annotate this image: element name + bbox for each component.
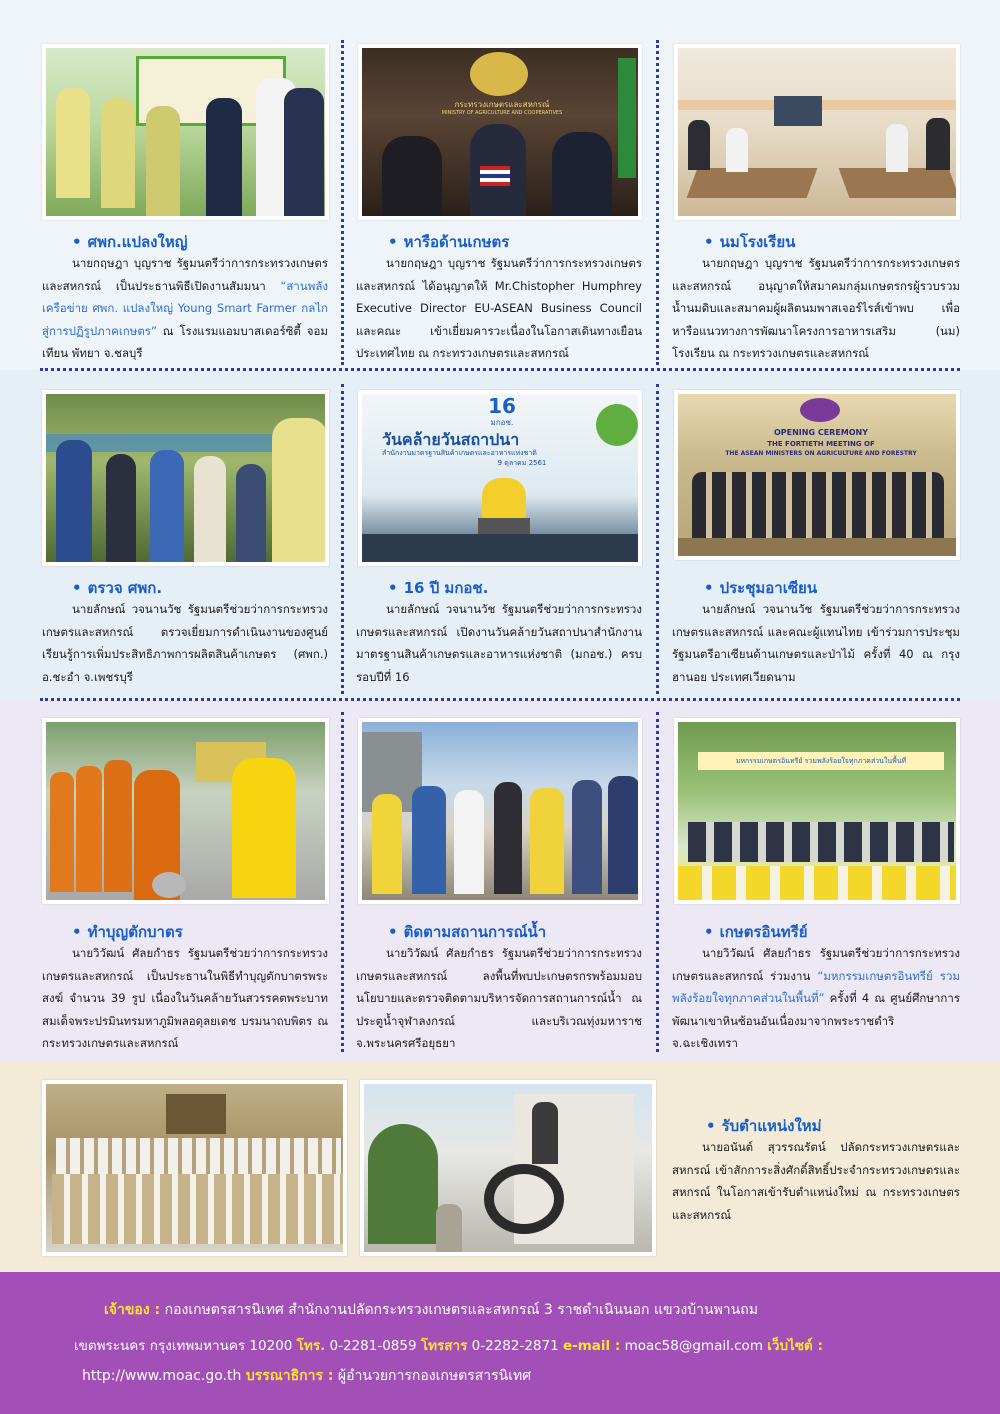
footer-line-3 xyxy=(82,1358,952,1394)
photo-acfs-anniversary xyxy=(358,390,642,566)
item-title: • หารือด้านเกษตร xyxy=(388,233,510,251)
column-divider xyxy=(341,40,344,365)
event-name-highlight: “มหกรรมเกษตรอินทรีย์ รวมพลังร้อยใจทุกภาคส่วนในพื้นที่” xyxy=(672,968,961,1005)
photo-organic-agriculture-fair xyxy=(674,718,960,904)
photo-learning-center-visit xyxy=(42,390,329,566)
row-divider xyxy=(40,698,960,701)
fax-value: 0-2282-2871 xyxy=(471,1338,559,1354)
email-value[interactable]: moac58@gmail.com xyxy=(624,1338,763,1354)
item-body: นายวิวัฒน์ ศัลยกำธร รัฐมนตรีช่วยว่าการกระทรวงเกษตรและสหกรณ์ ลงพื้นที่พบปะเกษตรกรพร้อมมอบนโยบายและตรวจติดตามบริหารจัดการสถานการณ์น้ำ ณ ประตูน้ำจุฬาลงกรณ์ และบริเวณทุ่งมหาราช จ.พระนครศรีอยุธยา xyxy=(356,946,642,1050)
ministry-sign-text: กระทรวงเกษตรและสหกรณ์ xyxy=(454,100,550,109)
footer-line-1 xyxy=(70,1292,940,1328)
item-title: • นมโรงเรียน xyxy=(704,233,796,251)
photo-ministry-meeting xyxy=(358,44,642,220)
item-body: นายกฤษฎา บุญราช รัฐมนตรีว่าการกระทรวงเกษตรและสหกรณ์ เป็นประธานพิธีเปิดงานสัมมนา “สานพลังเครือข่าย ศพก. แปลงใหญ่ Young Smart Farmer กลไกสู่การปฏิรูปภาคเกษตร” ณ โรงแรมแอมบาสเดอร์ซิตี้ จอมเทียน พัทยา จ.ชลบุรี xyxy=(42,256,328,360)
event-name-highlight: “สานพลังเครือข่าย ศพก. แปลงใหญ่ Young Smart Farmer กลไกสู่การปฏิรูปภาคเกษตร” xyxy=(42,278,328,338)
anniversary-subtitle: สำนักงานมาตรฐานสินค้าเกษตรและอาหารแห่งชาติ xyxy=(382,449,537,457)
row-divider xyxy=(40,368,960,371)
item-body: นายลักษณ์ วจนานวัช รัฐมนตรีช่วยว่าการกระทรวงเกษตรและสหกรณ์ เปิดงานวันคล้ายวันสถาปนาสำนักงานมาตรฐานสินค้าเกษตรและอาหารแห่งชาติ (มกอช.) ครบรอบปีที่ 16 xyxy=(356,602,642,684)
column-divider xyxy=(656,712,659,1052)
email-label: e-mail : xyxy=(562,1338,621,1354)
owner-label: เจ้าของ : xyxy=(104,1302,161,1318)
item-body: นายกฤษฎา บุญราช รัฐมนตรีว่าการกระทรวงเกษตรและสหกรณ์ อนุญาตให้สมาคมกลุ่มเกษตรกรผู้รวบรวมน้ำนมดิบและสมาคมผู้ผลิตนมพาสเจอร์ไรส์เข้าพบ เพื่อหารือแนวทางการพัฒนาโครงการอาหารเสริม (นม) โรงเรียน ณ กระทรวงเกษตรและสหกรณ์ xyxy=(672,256,960,360)
column-divider xyxy=(656,40,659,365)
photo-merit-making-ceremony xyxy=(42,718,329,904)
item-title: • ประชุมอาเซียน xyxy=(704,579,818,597)
item-body: นายวิวัฒน์ ศัลยกำธร รัฐมนตรีช่วยว่าการกระทรวงเกษตรและสหกรณ์ ร่วมงาน “มหกรรมเกษตรอินทรีย์ รวมพลังร้อยใจทุกภาคส่วนในพื้นที่” ครั้งที่ 4 ณ ศูนย์ศึกษาการพัฒนาเขาหินซ้อนอันเนื่องมาจากพระราชดำริ จ.ฉะเชิงเทรา xyxy=(672,946,961,1050)
item-body: นายลักษณ์ วจนานวัช รัฐมนตรีช่วยว่าการกระทรวงเกษตรและสหกรณ์ และคณะผู้แทนไทย เข้าร่วมการประชุมรัฐมนตรีอาเซียนด้านเกษตรและป่าไม้ ครั้งที่ 40 ณ กรุงฮานอย ประเทศเวียดนาม xyxy=(672,602,960,684)
editor-label: บรรณาธิการ : xyxy=(245,1368,334,1384)
photo-water-situation-visit xyxy=(358,718,642,904)
photo-asean-ministers-meeting xyxy=(674,390,960,560)
column-divider xyxy=(341,384,344,694)
photo-shrine-worship xyxy=(360,1080,656,1256)
acfs-abbr: มกอช. xyxy=(490,418,514,427)
item-title: • รับตำแหน่งใหม่ xyxy=(706,1117,822,1135)
anniversary-number: 16 xyxy=(488,394,516,418)
item-title: • ตรวจ ศพก. xyxy=(72,579,163,597)
ceremony-line-1: OPENING CEREMONY xyxy=(773,428,869,437)
anniversary-date: 9 ตุลาคม 2561 xyxy=(497,459,547,467)
item-title: • เกษตรอินทรีย์ xyxy=(704,923,808,941)
address-line: เขตพระนคร กรุงเทพมหานคร 10200 xyxy=(74,1338,293,1354)
item-body: นายลักษณ์ วจนานวัช รัฐมนตรีช่วยว่าการกระทรวงเกษตรและสหกรณ์ ตรวจเยี่ยมการดำเนินงานของศูนย์เรียนรู้การเพิ่มประสิทธิภาพการผลิตสินค้าเกษตร (ศพก.) อ.ชะอำ จ.เพชรบุรี xyxy=(42,602,328,684)
column-divider xyxy=(656,384,659,694)
item-title: • ศพก.แปลงใหญ่ xyxy=(72,233,188,251)
website-link[interactable]: http://www.moac.go.th xyxy=(82,1368,242,1384)
ceremony-line-2: THE FORTIETH MEETING OF xyxy=(767,440,875,448)
photo-group-at-ministry xyxy=(42,1080,347,1256)
item-title: • 16 ปี มกอช. xyxy=(388,579,489,597)
item-body: นายกฤษฎา บุญราช รัฐมนตรีว่าการกระทรวงเกษตรและสหกรณ์ ได้อนุญาตให้ Mr.Chistopher Humphrey Executive Director EU-ASEAN Business Council และคณะ เข้าเยี่ยมคารวะเนื่องในโอกาสเดินทางเยือนประเทศไทย ณ กระทรวงเกษตรและสหกรณ์ xyxy=(356,256,642,360)
item-body: นายวิวัฒน์ ศัลยกำธร รัฐมนตรีช่วยว่าการกระทรวงเกษตรและสหกรณ์ เป็นประธานในพิธีทำบุญตักบาตรพระสงฆ์ จำนวน 39 รูป เนื่องในวันคล้ายวันสวรรคตพระบาทสมเด็จพระปรมินทรมหาภูมิพลอดุลยเดช บรมนาถบพิตร ณ กระทรวงเกษตรและสหกรณ์ xyxy=(42,946,328,1050)
fax-label: โทรสาร xyxy=(420,1338,468,1354)
owner-text: กองเกษตรสารนิเทศ สำนักงานปลัดกระทรวงเกษตรและสหกรณ์ 3 ราชดำเนินนอก แขวงบ้านพานถม xyxy=(164,1302,758,1318)
item-title: • ติดตามสถานการณ์น้ำ xyxy=(388,923,547,941)
organic-fair-banner: มหกรรมเกษตรอินทรีย์ รวมพลังร้อยใจทุกภาคส่วนในพื้นที่ xyxy=(698,752,944,770)
tel-label: โทร. xyxy=(296,1338,326,1354)
anniversary-heading: วันคล้ายวันสถาปนา xyxy=(382,430,520,449)
photo-smart-farmer-exhibit xyxy=(42,44,329,220)
tel-value: 0-2281-0859 xyxy=(329,1338,417,1354)
ministry-sign-text-en: MINISTRY OF AGRICULTURE AND COOPERATIVES xyxy=(441,110,563,116)
item-title: • ทำบุญตักบาตร xyxy=(72,923,183,941)
photo-school-milk-meeting xyxy=(674,44,960,220)
editor-text: ผู้อำนวยการกองเกษตรสารนิเทศ xyxy=(337,1368,532,1384)
item-body: นายอนันต์ สุวรรณรัตน์ ปลัดกระทรวงเกษตรและสหกรณ์ เข้าสักการะสิ่งศักดิ์สิทธิ์ประจำกระทรวงเกษตรและสหกรณ์ ในโอกาสเข้ารับตำแหน่งใหม่ ณ กระทรวงเกษตรและสหกรณ์ xyxy=(672,1140,960,1222)
column-divider xyxy=(341,712,344,1052)
ceremony-line-3: THE ASEAN MINISTERS ON AGRICULTURE AND FORESTRY xyxy=(725,450,917,457)
website-label: เว็บไซต์ : xyxy=(767,1338,823,1354)
